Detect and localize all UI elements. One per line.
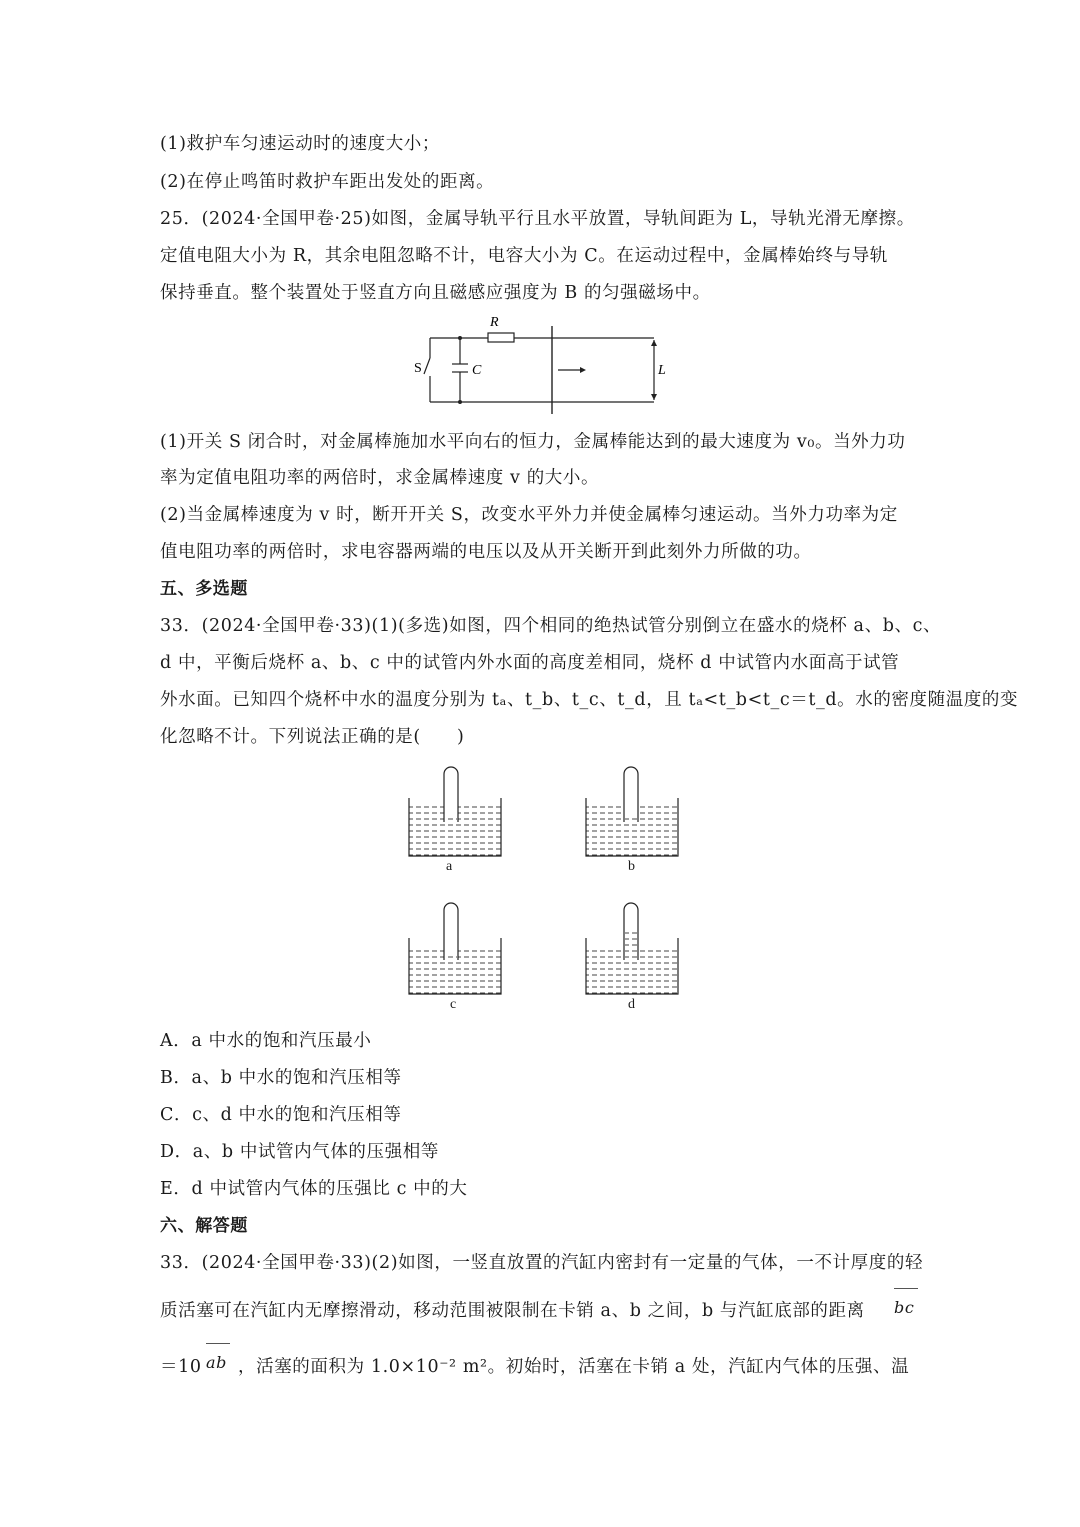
part-1-line: (1)开关 S 闭合时，对金属棒施加水平向右的恒力，金属棒能达到的最大速度为 v₀。当外力功 [160,432,906,452]
beaker-c [409,903,501,994]
question-33-line: d 中，平衡后烧杯 a、b、c 中的试管内外水面的高度差相同，烧杯 d 中试管内水面高于试管 [160,653,900,673]
resistor-label: R [490,315,499,330]
question-33-line: 33．(2024·全国甲卷·33)(1)(多选)如图，四个相同的绝热试管分别倒立在盛水的烧杯 a、b、c、 [160,616,942,636]
part-1-line: 率为定值电阻功率的两倍时，求金属棒速度 v 的大小。 [160,468,600,488]
resistor [488,333,514,342]
question-25-line: 定值电阻大小为 R，其余电阻忽略不计，电容大小为 C。在运动过程中，金属棒始终与导轨 [160,246,888,266]
question-33b-line: 质活塞可在汽缸内无摩擦滑动，移动范围被限制在卡销 a、b 之间，b 与汽缸底部的距离 [160,1301,865,1321]
option-b: B．a、b 中水的饱和汽压相等 [160,1068,402,1088]
segment-bc: bc [894,1298,915,1317]
overline-bar [206,1343,230,1344]
beaker-c-label: c [450,997,457,1012]
option-d: D．a、b 中试管内气体的压强相等 [160,1142,439,1162]
question-33-line: 外水面。已知四个烧杯中水的温度分别为 tₐ、t_b、t_c、t_d，且 tₐ<t_b<t_c＝t_d。水的密度随温度的变 [160,690,1019,710]
question-33b-line: ＝10 [160,1357,202,1377]
beakers-diagram [400,762,700,1020]
text-line: (2)在停止鸣笛时救护车距出发处的距离。 [160,172,495,192]
section-heading: 五、多选题 [160,579,248,599]
beaker-d [586,903,678,994]
question-25-line: 保持垂直。整个装置处于竖直方向且磁感应强度为 B 的匀强磁场中。 [160,283,711,303]
beaker-d-label: d [628,997,635,1012]
option-e: E．d 中试管内气体的压强比 c 中的大 [160,1179,468,1199]
option-c: C．c、d 中水的饱和汽压相等 [160,1105,402,1125]
question-33b-line: 33．(2024·全国甲卷·33)(2)如图，一竖直放置的汽缸内密封有一定量的气体，一不计厚度的轻 [160,1253,924,1273]
part-2-line: (2)当金属棒速度为 v 时，断开开关 S，改变水平外力并使金属棒匀速运动。当外力功率为定 [160,505,898,525]
question-25-line: 25．(2024·全国甲卷·25)如图，金属导轨平行且水平放置，导轨间距为 L，导轨光滑无摩擦。 [160,209,915,229]
beaker-b-label: b [628,859,635,874]
overline-bar [894,1288,918,1289]
question-33b-line: ，活塞的面积为 1.0×10⁻² m²。初始时，活塞在卡销 a 处，汽缸内气体的压强、温 [238,1357,910,1377]
question-33-line: 化忽略不计。下列说法正确的是( ) [160,727,465,747]
beaker-a-label: a [446,859,453,874]
text-line: (1)救护车匀速运动时的速度大小； [160,134,440,154]
option-a: A．a 中水的饱和汽压最小 [160,1031,372,1051]
part-2-line: 值电阻功率的两倍时，求电容器两端的电压以及从开关断开到此刻外力所做的功。 [160,542,812,562]
beaker-a [409,767,501,856]
switch-label: S [414,361,422,376]
circuit-diagram [410,312,680,418]
section-heading: 六、解答题 [160,1216,248,1236]
segment-ab: ab [206,1353,227,1372]
switch-blade [424,358,430,374]
capacitor-label: C [472,363,482,378]
beaker-b [586,767,678,856]
length-label: L [658,363,666,378]
